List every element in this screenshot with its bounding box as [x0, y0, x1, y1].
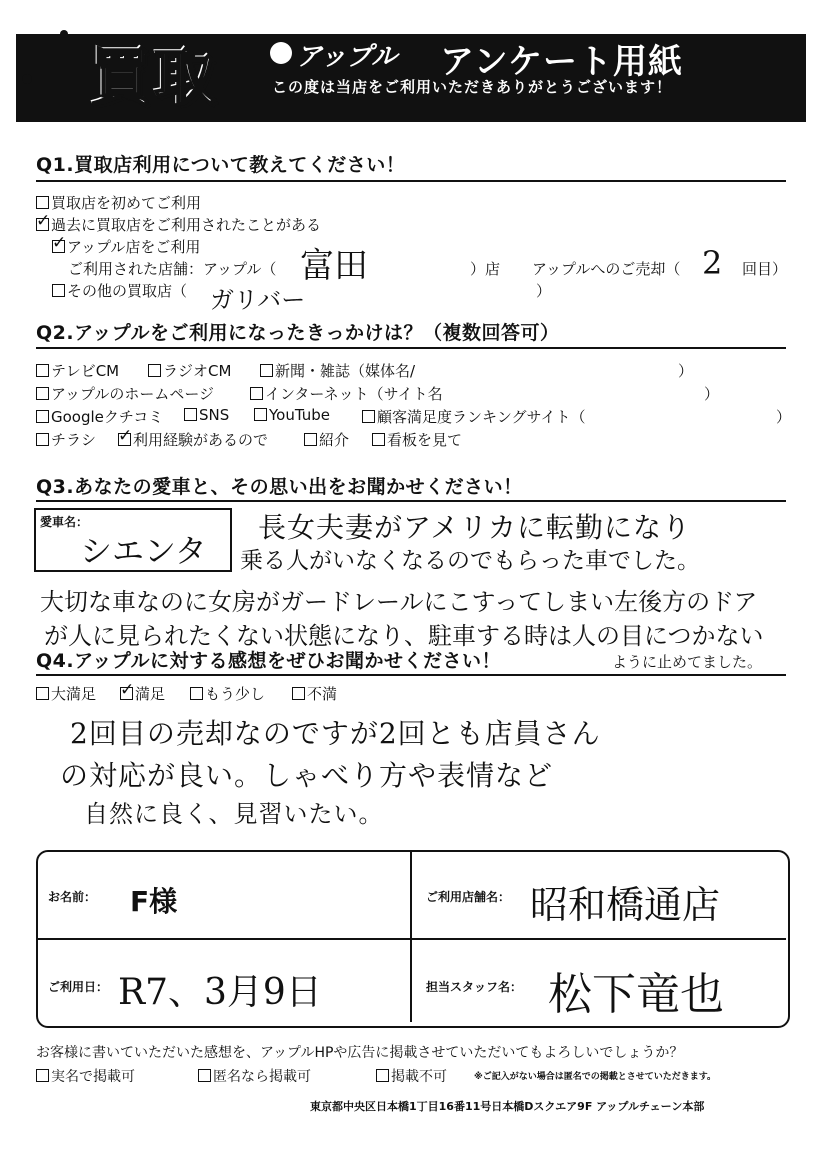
q1-divider — [36, 180, 786, 182]
q1-other-store-option[interactable]: その他の買取店（ — [52, 280, 187, 301]
checkbox[interactable] — [36, 387, 49, 400]
page-subtitle: この度は当店をご利用いただきありがとうございます！ — [272, 78, 673, 96]
memory-line[interactable]: ように止めてました。 — [612, 653, 763, 671]
q1-other-store-value[interactable]: ガリバー — [210, 286, 306, 314]
q1-title: Q1.買取店利用について教えてください！ — [36, 154, 406, 176]
q4-option-very-satisfied[interactable]: 大満足 — [36, 683, 96, 704]
checkbox[interactable] — [148, 364, 161, 377]
q2-option-radiocm[interactable]: ラジオCM — [148, 360, 231, 381]
q2-option-flyer[interactable]: チラシ — [36, 429, 96, 450]
box-divider — [410, 852, 412, 1022]
name-label: お名前： — [48, 890, 97, 904]
checkbox-checked[interactable] — [36, 218, 49, 231]
q2-internet-close: ） — [704, 385, 720, 403]
comment-line[interactable]: 2回目の売却なのですが2回とも店員さん — [70, 717, 601, 750]
q1-other-store-suffix: ） — [536, 282, 552, 300]
q2-ranking-close: ） — [776, 408, 792, 426]
q4-title: Q4.アップルに対する感想をぜひお聞かせください！ — [36, 650, 502, 672]
q2-option-newspaper[interactable]: 新聞・雑誌（媒体名/ — [260, 360, 415, 381]
q1-sale-count-label: アップルへのご売却（ — [532, 260, 681, 278]
q4-option-dissatisfied[interactable]: 不満 — [292, 683, 337, 704]
consent-option-realname[interactable]: 実名で掲載可 — [36, 1066, 135, 1086]
q3-divider — [36, 500, 786, 502]
checkbox[interactable] — [260, 364, 273, 377]
q1-sale-count-value[interactable]: 2 — [702, 244, 723, 282]
date-label: ご利用日： — [48, 980, 109, 994]
decoration-dot — [60, 30, 68, 38]
memory-line[interactable]: 乗る人がいなくなるのでもらった車でした。 — [240, 548, 700, 574]
checkbox[interactable] — [52, 284, 65, 297]
checkbox[interactable] — [372, 433, 385, 446]
q2-option-youtube[interactable]: YouTube — [254, 406, 330, 424]
checkbox[interactable] — [36, 1069, 49, 1082]
checkbox[interactable] — [304, 433, 317, 446]
q4-divider — [36, 674, 786, 676]
q1-used-before-option[interactable]: ✓過去に買取店をご利用されたことがある — [36, 214, 321, 235]
comment-line[interactable]: 自然に良く、見習いたい。 — [84, 800, 384, 828]
q2-option-sns[interactable]: SNS — [184, 406, 229, 424]
car-name-value[interactable]: シエンタ — [80, 532, 207, 570]
checkbox[interactable] — [250, 387, 263, 400]
checkbox[interactable] — [362, 410, 375, 423]
q2-title: Q2.アップルをご利用になったきっかけは？（複数回答可） — [36, 322, 560, 344]
q3-title: Q3.あなたの愛車と、その思い出をお聞かせください！ — [36, 476, 523, 498]
q2-option-experience[interactable]: ✓ 利用経験があるので — [118, 429, 268, 450]
memory-line[interactable]: 大切な車なのに女房がガードレールにこすってしまい左後方のドア — [40, 588, 758, 616]
q1-store-name-value[interactable]: 富田 — [300, 246, 368, 286]
staff-label: 担当スタッフ名： — [426, 980, 523, 994]
q2-option-tvcm[interactable]: テレビCM — [36, 360, 119, 381]
q1-apple-store-option[interactable]: ✓アップル店をご利用 — [52, 236, 200, 257]
q2-option-internet[interactable]: インターネット（サイト名 — [250, 383, 443, 404]
comment-line[interactable]: の対応が良い。しゃべり方や表情など — [60, 759, 554, 792]
consent-question: お客様に書いていただいた感想を、アップルHPや広告に掲載させていただいてもよろしいでしょうか？ — [36, 1045, 684, 1061]
q2-option-google[interactable]: Googleクチコミ — [36, 406, 163, 427]
staff-value[interactable]: 松下竜也 — [548, 969, 724, 1020]
date-value[interactable]: R7、3月9日 — [118, 972, 322, 1013]
checkbox-checked[interactable] — [118, 433, 131, 446]
checkbox-checked[interactable] — [52, 240, 65, 253]
q1-store-suffix: ）店 — [470, 260, 501, 278]
q2-option-signboard[interactable]: 看板を見て — [372, 429, 462, 450]
q4-option-so-so[interactable]: もう少し — [190, 683, 265, 704]
q2-divider — [36, 347, 786, 349]
name-value[interactable]: F様 — [130, 885, 178, 918]
company-address: 東京都中央区日本橋1丁目16番11号日本橋Dスクエア9F アップルチェーン本部 — [310, 1100, 705, 1113]
kaitori-logo: 買取 — [90, 41, 219, 114]
q2-option-referral[interactable]: 紹介 — [304, 429, 349, 450]
q2-option-homepage[interactable]: アップルのホームページ — [36, 383, 214, 404]
checkbox[interactable] — [376, 1069, 389, 1082]
q1-sale-count-suffix: 回目） — [742, 260, 788, 278]
consent-option-anonymous[interactable]: 匿名なら掲載可 — [198, 1066, 311, 1086]
checkbox[interactable] — [198, 1069, 211, 1082]
car-name-label: 愛車名： — [40, 515, 89, 529]
consent-option-decline[interactable]: 掲載不可 — [376, 1066, 447, 1086]
q1-first-time-option[interactable]: 買取店を初めてご利用 — [36, 192, 201, 213]
page-title: アンケート用紙 — [440, 42, 683, 82]
brand-logo-text: アップル — [296, 42, 398, 72]
q1-store-name-label: ご利用された店舗：アップル（ — [68, 260, 277, 278]
checkbox[interactable] — [36, 196, 49, 209]
checkbox-checked[interactable] — [120, 687, 133, 700]
checkbox[interactable] — [254, 408, 267, 421]
checkbox[interactable] — [36, 687, 49, 700]
q2-newspaper-close: ） — [678, 362, 694, 380]
checkbox[interactable] — [36, 433, 49, 446]
q4-option-satisfied[interactable]: ✓ 満足 — [120, 683, 165, 704]
store-value[interactable]: 昭和橋通店 — [530, 883, 721, 927]
checkbox[interactable] — [36, 364, 49, 377]
apple-logo-icon — [270, 42, 292, 64]
checkbox[interactable] — [292, 687, 305, 700]
checkbox[interactable] — [36, 410, 49, 423]
memory-line[interactable]: が人に見られたくない状態になり、駐車する時は人の目につかない — [44, 622, 764, 650]
checkbox[interactable] — [190, 687, 203, 700]
consent-note: ※ご記入がない場合は匿名での掲載とさせていただきます。 — [474, 1072, 717, 1082]
memory-line[interactable]: 長女夫妻がアメリカに転勤になり — [258, 511, 692, 544]
store-label: ご利用店舗名： — [426, 890, 511, 904]
decoration-dot — [22, 74, 32, 84]
q2-option-ranking[interactable]: 顧客満足度ランキングサイト（ — [362, 406, 586, 427]
checkbox[interactable] — [184, 408, 197, 421]
